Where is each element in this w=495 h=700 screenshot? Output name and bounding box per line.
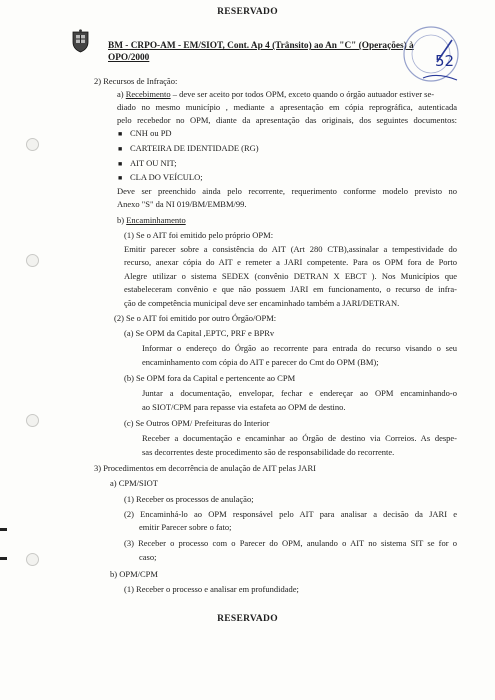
paragraph-line: Anexo "S" da NI 019/BM/EMBM/99. (117, 199, 247, 209)
section-heading: 2) Recursos de Infração: (94, 76, 178, 86)
classification-footer: RESERVADO (217, 614, 278, 624)
classification-header: RESERVADO (217, 7, 278, 17)
paragraph-text: – deve ser aceito por todos OPM, exceto quando o órgão autuador estiver se- (170, 89, 435, 99)
paragraph-line: encaminhamento com cópia do AIT e parecer do Cmt do OPM (BM); (142, 357, 379, 367)
item-heading: (b) Se OPM fora da Capital e pertencente ao CPM (124, 373, 296, 383)
item-heading: (a) Se OPM da Capital ,EPTC, PRF e BPRv (124, 328, 275, 338)
bullet-icon: ■ (118, 145, 123, 153)
document-reference-line: BM - CRPO-AM - EM/SIOT, Cont. Ap 4 (Trânsito) ao An "C" (Operações) à (108, 41, 414, 51)
handwritten-page-number: 52 (435, 52, 455, 70)
document-reference-line: OPO/2000 (108, 53, 150, 63)
paragraph-line: estabeleceram convênio e que não possuem JARI em funcionamento, o recurso de infra- (124, 284, 457, 294)
paragraph-line: sas decorrentes deste procedimento são de responsabilidade do recorrente. (142, 447, 395, 457)
paragraph-line: Emitir parecer sobre a consistência do AIT (Art 280 CTB),assinalar a tempestividade do (124, 244, 457, 254)
subsection-heading: a) CPM/SIOT (110, 478, 158, 488)
bullet-icon: ■ (118, 174, 123, 182)
paragraph-line: Juntar a documentação, envelopar, fechar e endereçar ao OPM encaminhando-o (142, 388, 457, 398)
list-item: CNH ou PD (130, 128, 172, 138)
item-label: a) (117, 89, 126, 99)
paragraph-line: Receber a documentação e encaminhar ao Órgão de destino via Correios. As despe- (142, 433, 457, 443)
bullet-icon: ■ (118, 160, 123, 168)
underlined-term: Encaminhamento (126, 215, 186, 225)
paragraph-line: ção de competência municipal deve ser encaminhado também a JARI/DETRAN. (124, 298, 400, 308)
item-heading: (c) Se Outros OPM/ Prefeituras do Interior (124, 418, 270, 428)
section-heading: 3) Procedimentos em decorrência de anulação de AIT pelas JARI (94, 463, 316, 473)
paragraph-line: (2) Encaminhá-lo ao OPM responsável pelo AIT para analisar a decisão da JARI e (124, 509, 457, 519)
paragraph-line: (3) Receber o processo com o Parecer do OPM, anulando o AIT no sistema SIT se for o (124, 538, 457, 548)
paragraph-line: Deve ser preenchido ainda pelo recorrente, requerimento conforme modelo previsto no (117, 186, 457, 196)
item-heading: (1) Se o AIT foi emitido pelo próprio OPM: (124, 230, 274, 240)
paragraph-line: pelo recebedor no OPM, diante da apresentação das originais, dos seguintes documentos: (117, 115, 457, 125)
list-item: AIT OU NIT; (130, 158, 177, 168)
punch-hole (26, 254, 39, 267)
underlined-term: Recebimento (125, 89, 171, 99)
bullet-icon: ■ (118, 130, 123, 138)
paragraph-line (117, 88, 434, 101)
punch-hole (26, 414, 39, 427)
list-item: (1) Receber o processo e analisar em profundidade; (124, 584, 299, 594)
item-label: b) (117, 215, 127, 225)
paragraph-line: emitir Parecer sobre o fato; (139, 522, 232, 532)
paragraph-line: Informar o endereço do Órgão ao recorrente para entrada do recurso visando o seu (142, 343, 457, 353)
punch-hole (26, 138, 39, 151)
list-item: (1) Receber os processos de anulação; (124, 494, 254, 504)
subsection-heading: b) OPM/CPM (110, 569, 158, 579)
list-item: CLA DO VEÍCULO; (130, 172, 203, 182)
punch-hole (26, 553, 39, 566)
protocol-stamp (397, 20, 469, 92)
item-heading: (2) Se o AIT foi emitido por outro Órgão/OPM: (114, 313, 277, 323)
paragraph-line: Alegre utilizar o sistema SEDEX (convênio DETRAN X EBCT ). Nos Municípios que (124, 271, 457, 281)
paragraph-line: diado no mesmo município , mediante a apresentação em cópia reprográfica, autenticada (117, 102, 457, 112)
scan-edge-mark (0, 557, 7, 560)
list-item: CARTEIRA DE IDENTIDADE (RG) (130, 143, 259, 153)
paragraph-line: caso; (139, 552, 157, 562)
paragraph-line: recurso, anexar cópia do AIT e remeter a JARI competente. Para os OPM fora de Porto (124, 257, 457, 267)
subsection-heading (117, 214, 186, 227)
brigade-emblem-icon (70, 29, 91, 53)
scan-edge-mark (0, 528, 7, 531)
paragraph-line: ao SIOT/CPM para repasse via estafeta ao OPM de destino. (142, 402, 346, 412)
